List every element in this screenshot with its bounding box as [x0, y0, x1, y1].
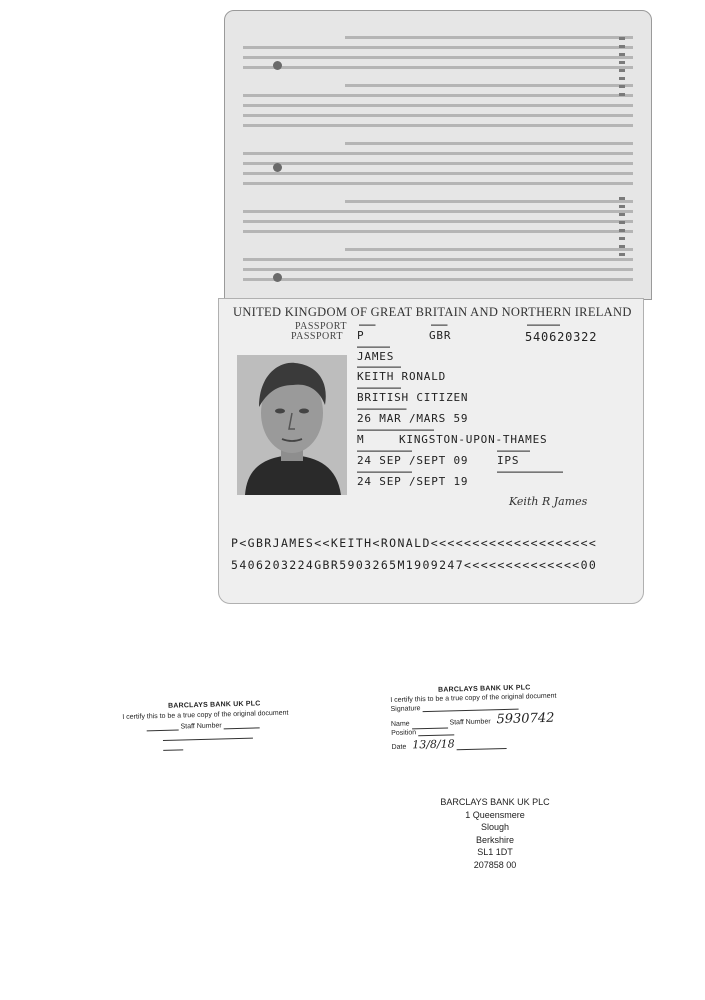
- given-names: KEITH RONALD: [357, 370, 447, 383]
- date-line: [457, 748, 507, 750]
- caption-mark: ▬▬▬: [359, 322, 376, 328]
- perforation-dots: [619, 197, 625, 257]
- place-of-birth: KINGSTON-UPON-THAMES: [399, 433, 548, 446]
- position-label: Position: [391, 729, 417, 737]
- certification-stamp-left: [122, 700, 289, 752]
- stamp-title: BARCLAYS BANK UK PLC: [437, 684, 531, 694]
- address-line: SL1 1DT: [477, 847, 513, 857]
- caption-mark: ▬▬▬▬▬▬▬▬▬▬▬▬: [497, 469, 563, 475]
- caption-mark: ▬▬▬▬▬▬: [527, 322, 560, 328]
- caption-mark: ▬▬▬▬▬▬: [497, 448, 530, 454]
- nationality: BRITISH CITIZEN: [357, 391, 469, 404]
- hole-mark: [273, 163, 282, 172]
- caption-mark: ▬▬▬▬▬▬▬▬: [357, 364, 401, 370]
- date-of-issue: 24 SEP /SEPT 09: [357, 454, 469, 467]
- hole-mark: [273, 61, 282, 70]
- stamp-title: BARCLAYS BANK UK PLC: [167, 700, 261, 710]
- passport-observations-page: [224, 10, 652, 300]
- address-line: Slough: [480, 822, 510, 832]
- surname: JAMES: [357, 350, 395, 363]
- underline: [224, 727, 260, 729]
- caption-mark: ▬▬▬▬▬▬▬▬▬▬: [357, 448, 412, 454]
- mrz-line-1: P<GBRJAMES<<KEITH<RONALD<<<<<<<<<<<<<<<<<<<<: [231, 536, 598, 550]
- signature-label: Signature: [390, 705, 421, 713]
- name-label: Name: [390, 720, 410, 728]
- issuing-authority: IPS: [497, 454, 520, 467]
- holder-signature: Keith R James: [509, 495, 588, 508]
- certification-stamp-right: [390, 684, 558, 752]
- caption-mark: ▬▬▬▬▬▬▬▬▬▬▬▬▬▬: [357, 427, 434, 433]
- holder-photo: [237, 355, 347, 495]
- date-handwritten: 13/8/18: [412, 737, 455, 752]
- address-line: 1 Queensmere: [465, 809, 525, 820]
- passport-code: GBR: [429, 329, 452, 342]
- date-of-expiry: 24 SEP /SEPT 19: [357, 475, 469, 488]
- address-line: Berkshire: [475, 834, 514, 845]
- caption-mark: ▬▬▬▬▬▬: [357, 344, 390, 350]
- staff-number-label: Staff Number: [180, 722, 222, 731]
- branch-address: [425, 796, 565, 871]
- underline: [147, 730, 179, 732]
- caption-mark: ▬▬▬▬▬▬▬▬▬: [357, 406, 407, 412]
- passport-country-header: UNITED KINGDOM OF GREAT BRITAIN AND NORTHERN IRELAND: [233, 305, 632, 319]
- staff-number-label: Staff Number: [449, 718, 491, 727]
- underline: [163, 749, 183, 751]
- position-line: [418, 734, 454, 736]
- staff-number-handwritten: 5930742: [496, 710, 555, 728]
- passport-type: P: [357, 329, 365, 342]
- observations-text-block: [225, 11, 651, 299]
- caption-mark: ▬▬▬▬▬▬▬▬▬▬: [357, 469, 412, 475]
- address-line: BARCLAYS BANK UK PLC: [440, 797, 550, 807]
- perforation-dots: [619, 37, 625, 97]
- passport-data-page: [218, 298, 644, 604]
- mrz-line-2: 5406203224GBR5903265M1909247<<<<<<<<<<<<<<00: [231, 558, 598, 572]
- sex: M: [357, 433, 365, 446]
- stamp-certify-text: I certify this to be a true copy of the original document: [390, 692, 557, 704]
- stamp-certify-text: I certify this to be a true copy of the original document: [122, 709, 289, 721]
- underline: [163, 738, 253, 741]
- caption-mark: ▬▬▬: [431, 322, 448, 328]
- date-label: Date: [391, 743, 407, 751]
- doc-label: PASSPORT: [291, 331, 343, 342]
- address-line: 207858 00: [473, 859, 517, 870]
- doc-label: PASSPORT: [295, 321, 347, 332]
- caption-mark: ▬▬▬▬▬▬▬▬: [357, 385, 401, 391]
- date-of-birth: 26 MAR /MARS 59: [357, 412, 469, 425]
- passport-number: 540620322: [525, 330, 598, 344]
- hole-mark: [273, 273, 282, 282]
